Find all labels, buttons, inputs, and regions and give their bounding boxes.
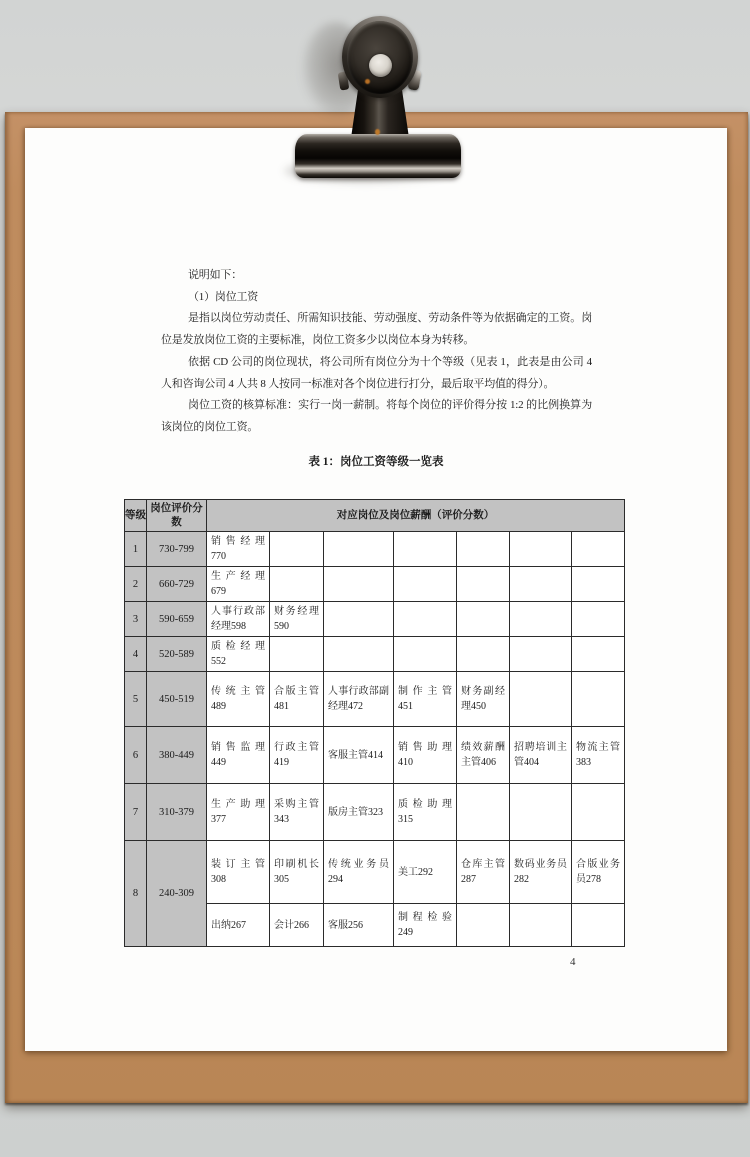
position-cell: 合版业务员278 — [572, 841, 625, 904]
table-row — [125, 672, 625, 727]
position-cell — [394, 532, 457, 567]
range-cell: 450-519 — [147, 672, 207, 727]
grade-cell: 1 — [125, 532, 147, 567]
table-title: 表 1：岗位工资等级一览表 — [308, 456, 444, 468]
binder-clip-icon — [290, 8, 466, 188]
position-cell — [572, 567, 625, 602]
position-cell: 质检经理552 — [207, 637, 270, 672]
table-row — [125, 637, 625, 672]
position-cell — [324, 567, 394, 602]
position-cell — [572, 672, 625, 727]
position-cell: 制作主管451 — [394, 672, 457, 727]
position-cell: 合版主管481 — [270, 672, 324, 727]
table-header-row — [125, 500, 625, 532]
position-cell: 数码业务员282 — [510, 841, 572, 904]
position-cell: 装订主管308 — [207, 841, 270, 904]
position-cell — [572, 532, 625, 567]
grade-cell: 5 — [125, 672, 147, 727]
position-cell — [457, 602, 510, 637]
position-cell: 出纳267 — [207, 904, 270, 947]
position-cell — [572, 784, 625, 841]
position-cell: 销售经理770 — [207, 532, 270, 567]
clip-hole — [369, 54, 392, 77]
table-row — [125, 567, 625, 602]
grade-cell: 8 — [125, 841, 147, 947]
table-row — [125, 784, 625, 841]
header-grade: 等级 — [125, 500, 147, 532]
position-cell — [457, 784, 510, 841]
header-positions: 对应岗位及岗位薪酬（评价分数） — [207, 500, 625, 532]
table-row — [125, 841, 625, 904]
position-cell: 质检助理315 — [394, 784, 457, 841]
page-number: 4 — [570, 956, 576, 968]
position-cell — [394, 602, 457, 637]
position-cell — [510, 784, 572, 841]
position-cell — [510, 567, 572, 602]
clip-base — [295, 134, 461, 178]
clip-glint — [365, 79, 370, 84]
range-cell: 660-729 — [147, 567, 207, 602]
position-cell: 传统业务员294 — [324, 841, 394, 904]
range-cell: 310-379 — [147, 784, 207, 841]
salary-grade-table — [124, 499, 625, 947]
position-cell — [572, 904, 625, 947]
position-cell — [457, 637, 510, 672]
position-cell: 美工292 — [394, 841, 457, 904]
position-cell: 绩效薪酬主管406 — [457, 727, 510, 784]
position-cell: 物流主管383 — [572, 727, 625, 784]
position-cell: 制程检验249 — [394, 904, 457, 947]
document-body-text — [161, 265, 592, 439]
table-row — [125, 532, 625, 567]
position-cell — [324, 532, 394, 567]
position-cell: 财务副经理450 — [457, 672, 510, 727]
header-score: 岗位评价分数 — [147, 500, 207, 532]
position-cell — [572, 637, 625, 672]
position-cell — [270, 637, 324, 672]
paragraph: （1）岗位工资 — [188, 290, 259, 303]
position-cell: 客服256 — [324, 904, 394, 947]
grade-cell: 6 — [125, 727, 147, 784]
position-cell: 会计266 — [270, 904, 324, 947]
position-cell: 生产助理377 — [207, 784, 270, 841]
position-cell — [510, 602, 572, 637]
position-cell: 印刷机长305 — [270, 841, 324, 904]
position-cell — [457, 567, 510, 602]
position-cell: 客服主管414 — [324, 727, 394, 784]
clip-glint — [375, 129, 380, 135]
position-cell: 版房主管323 — [324, 784, 394, 841]
position-cell — [394, 567, 457, 602]
position-cell: 生产经理679 — [207, 567, 270, 602]
position-cell: 财务经理590 — [270, 602, 324, 637]
position-cell — [510, 672, 572, 727]
range-cell: 730-799 — [147, 532, 207, 567]
grade-cell: 2 — [125, 567, 147, 602]
position-cell — [457, 532, 510, 567]
range-cell: 590-659 — [147, 602, 207, 637]
position-cell — [572, 602, 625, 637]
position-cell — [270, 532, 324, 567]
position-cell — [510, 637, 572, 672]
position-cell — [457, 904, 510, 947]
range-cell: 240-309 — [147, 841, 207, 947]
grade-cell: 4 — [125, 637, 147, 672]
table-row — [125, 727, 625, 784]
paragraph: 岗位工资的核算标准：实行一岗一薪制。将每个岗位的评价得分按 1:2 的比例换算为该岗位的岗位工资。 — [161, 399, 592, 433]
position-cell: 采购主管343 — [270, 784, 324, 841]
position-cell: 招聘培训主管404 — [510, 727, 572, 784]
position-cell: 仓库主管287 — [457, 841, 510, 904]
position-cell: 行政主管419 — [270, 727, 324, 784]
position-cell — [510, 904, 572, 947]
range-cell: 380-449 — [147, 727, 207, 784]
position-cell: 销售助理410 — [394, 727, 457, 784]
position-cell: 销售监理449 — [207, 727, 270, 784]
paragraph: 依据 CD 公司的岗位现状，将公司所有岗位分为十个等级（见表 1，此表是由公司 4 人和咨询公司 4 人共 8 人按同一标准对各个岗位进行打分，最后取平均值的得分）。 — [161, 355, 592, 390]
position-cell: 人事行政部经理598 — [207, 602, 270, 637]
grade-cell: 3 — [125, 602, 147, 637]
position-cell — [394, 637, 457, 672]
position-cell — [324, 602, 394, 637]
document-page — [25, 128, 727, 1051]
position-cell: 人事行政部副经理472 — [324, 672, 394, 727]
grade-cell: 7 — [125, 784, 147, 841]
table-row — [125, 602, 625, 637]
range-cell: 520-589 — [147, 637, 207, 672]
position-cell — [510, 532, 572, 567]
paragraph: 是指以岗位劳动责任、所需知识技能、劳动强度、劳动条件等为依据确定的工资。岗位是发放岗位工资的主要标准，岗位工资多少以岗位本身为转移。 — [161, 312, 592, 347]
position-cell — [270, 567, 324, 602]
position-cell — [324, 637, 394, 672]
paragraph: 说明如下： — [188, 269, 242, 281]
position-cell: 传统主管489 — [207, 672, 270, 727]
